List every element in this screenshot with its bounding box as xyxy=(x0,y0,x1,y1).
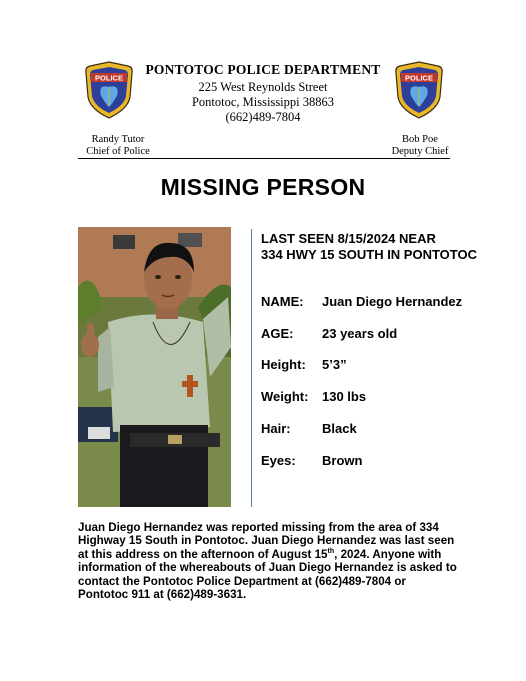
detail-value: 5’3” xyxy=(322,357,347,372)
description-text-part2: , 2024. Anyone with information of the whereabouts of Juan Diego Hernandez is asked to contact the Pontotoc Police Department at (662)489-7804 or Pontotoc 911 at (662)489-3631. xyxy=(78,547,457,602)
department-name: PONTOTOC POLICE DEPARTMENT xyxy=(145,62,381,77)
department-address-city: Pontotoc, Mississippi 38863 xyxy=(191,95,335,109)
missing-person-description xyxy=(78,521,458,601)
detail-value: Black xyxy=(322,421,357,436)
svg-text:POLICE: POLICE xyxy=(405,73,433,83)
deputy-chief-block xyxy=(380,134,460,158)
detail-label: Height: xyxy=(261,357,306,372)
detail-value: 23 years old xyxy=(322,326,398,341)
department-address-street: 225 West Reynolds Street xyxy=(198,80,328,94)
last-seen-date: LAST SEEN 8/15/2024 NEAR xyxy=(261,231,436,246)
detail-label: NAME: xyxy=(261,294,304,309)
detail-label: Hair: xyxy=(261,421,291,436)
detail-value: 130 lbs xyxy=(322,389,367,404)
detail-label: Weight: xyxy=(261,389,309,404)
chief-of-police-block xyxy=(78,134,158,158)
deputy-title: Deputy Chief xyxy=(391,146,449,157)
page-title: MISSING PERSON xyxy=(160,174,366,200)
deputy-name: Bob Poe xyxy=(402,134,438,145)
svg-text:POLICE: POLICE xyxy=(95,73,123,83)
department-phone: (662)489-7804 xyxy=(225,110,301,124)
department-header xyxy=(120,62,406,125)
details-divider xyxy=(251,229,252,507)
chief-name: Randy Tutor xyxy=(91,134,145,145)
police-badge-right-icon xyxy=(394,61,444,119)
detail-value: Juan Diego Hernandez xyxy=(322,294,463,309)
detail-label: Eyes: xyxy=(261,453,296,468)
chief-title: Chief of Police xyxy=(86,146,150,157)
description-superscript: th xyxy=(327,547,335,555)
description-text-part1: Juan Diego Hernandez was reported missing from the area of 334 Highway 15 South in Pontotoc. Juan Diego Hernandez was last seen at this address on the afternoon of August 15 xyxy=(78,521,455,561)
header-divider xyxy=(78,158,450,159)
last-seen-block xyxy=(261,231,477,263)
detail-label: AGE: xyxy=(261,326,294,341)
detail-value: Brown xyxy=(322,453,363,468)
last-seen-location: 334 HWY 15 SOUTH IN PONTOTOC xyxy=(261,247,477,262)
missing-person-photo xyxy=(78,227,231,507)
